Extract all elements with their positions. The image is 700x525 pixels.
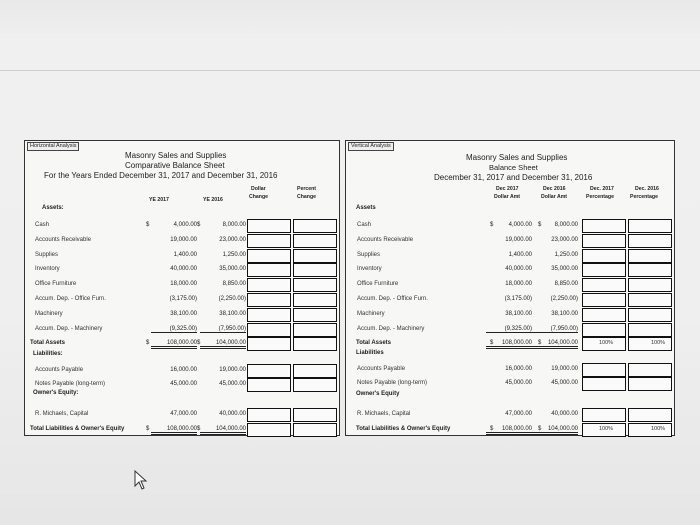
answer-cell-2[interactable] xyxy=(628,219,672,233)
col-ye2016: YE 2016 xyxy=(203,197,223,203)
value-current-year: 40,000.00 xyxy=(170,266,197,272)
currency-symbol: $ xyxy=(197,426,201,432)
answer-cell-1[interactable] xyxy=(247,408,291,422)
answer-cell-2[interactable] xyxy=(628,278,672,292)
value-prior-year: 8,000.00 xyxy=(554,222,578,228)
answer-cell-1[interactable] xyxy=(247,293,291,307)
answer-cell-2[interactable] xyxy=(628,263,672,277)
answer-cell-1[interactable] xyxy=(582,293,626,307)
col-pct2017-1: Dec. 2017 xyxy=(590,186,614,192)
row-label: Machinery xyxy=(35,311,63,317)
value-prior-year: 45,000.00 xyxy=(219,381,246,387)
answer-cell-1[interactable] xyxy=(582,219,626,233)
value-current-year: (3,175.00) xyxy=(169,296,197,302)
col-dec2016-2: Dollar Amt xyxy=(541,194,568,200)
value-current-year: (9,325.00) xyxy=(151,326,197,333)
value-prior-year: (7,950.00) xyxy=(532,326,578,333)
value-current-year: 18,000.00 xyxy=(170,281,197,287)
answer-cell-2[interactable] xyxy=(293,423,337,437)
answer-cell-2[interactable] xyxy=(293,364,337,378)
answer-cell-2[interactable] xyxy=(293,308,337,322)
answer-cell-1[interactable] xyxy=(582,263,626,277)
row-label: Office Furniture xyxy=(357,281,399,287)
answer-cell-1[interactable] xyxy=(247,219,291,233)
value-current-year: 38,100.00 xyxy=(170,311,197,317)
value-current-year: 45,000.00 xyxy=(505,380,532,386)
value-current-year: 18,000.00 xyxy=(505,281,532,287)
value-current-year: (9,325.00) xyxy=(486,326,532,333)
currency-symbol: $ xyxy=(146,340,150,346)
currency-symbol: $ xyxy=(538,340,542,346)
equity-heading: Owner's Equity: xyxy=(33,390,79,396)
liabilities-heading: Liabilities xyxy=(356,350,384,356)
answer-cell-2[interactable] xyxy=(293,408,337,422)
row-label: R. Michaels, Capital xyxy=(35,411,89,417)
value-current-year: 1,400.00 xyxy=(173,252,197,258)
value-current-year: 19,000.00 xyxy=(170,237,197,243)
row-label: Accum. Dep. - Office Furn. xyxy=(357,296,428,302)
col-percent-change-1: Percent xyxy=(297,186,317,192)
answer-cell-1[interactable] xyxy=(247,263,291,277)
row-label: Total Assets xyxy=(30,340,66,346)
value-current-year: 19,000.00 xyxy=(505,237,532,243)
value-current-year: 108,000.00 xyxy=(486,426,532,435)
vertical-analysis-panel xyxy=(345,140,675,436)
answer-cell-1[interactable] xyxy=(247,364,291,378)
row-label: Office Furniture xyxy=(35,281,77,287)
row-label: Cash xyxy=(357,222,372,228)
answer-cell-1[interactable] xyxy=(247,249,291,263)
value-current-year: 108,000.00 xyxy=(151,426,197,435)
answer-cell-2[interactable] xyxy=(628,249,672,263)
percentage-value: 100% xyxy=(599,426,614,432)
answer-cell-1[interactable] xyxy=(247,278,291,292)
statement-title: Balance Sheet xyxy=(489,163,538,172)
row-label: Supplies xyxy=(35,252,59,258)
answer-cell-2[interactable] xyxy=(293,234,337,248)
row-label: Machinery xyxy=(357,311,385,317)
currency-symbol: $ xyxy=(146,222,150,228)
col-dollar-change-2: Change xyxy=(249,194,269,200)
answer-cell-2[interactable] xyxy=(293,323,337,337)
value-current-year: 4,000.00 xyxy=(508,222,532,228)
value-current-year: 47,000.00 xyxy=(505,411,532,417)
assets-heading: Assets xyxy=(356,205,376,211)
value-prior-year: (7,950.00) xyxy=(200,326,246,333)
statement-title: Comparative Balance Sheet xyxy=(125,161,225,170)
value-prior-year: 38,100.00 xyxy=(551,311,578,317)
answer-cell-2[interactable] xyxy=(293,337,337,351)
value-current-year: 108,000.00 xyxy=(151,340,197,349)
currency-symbol: $ xyxy=(146,426,150,432)
statement-period: For the Years Ended December 31, 2017 and December 31, 2016 xyxy=(44,171,278,180)
value-prior-year: 35,000.00 xyxy=(551,266,578,272)
row-label: Supplies xyxy=(357,252,381,258)
horizontal-analysis-panel xyxy=(24,140,340,436)
value-current-year: 16,000.00 xyxy=(170,367,197,373)
answer-cell-2[interactable] xyxy=(628,308,672,322)
value-current-year: 38,100.00 xyxy=(505,311,532,317)
col-dollar-change-1: Dollar xyxy=(251,186,266,192)
answer-cell-2[interactable] xyxy=(628,408,672,422)
mouse-pointer-icon xyxy=(134,470,148,490)
answer-cell-1[interactable] xyxy=(582,363,626,377)
row-label: Accounts Receivable xyxy=(357,237,414,243)
value-prior-year: 38,100.00 xyxy=(219,311,246,317)
value-prior-year: 1,250.00 xyxy=(554,252,578,258)
answer-cell-1[interactable] xyxy=(582,323,626,337)
row-label: Accounts Payable xyxy=(357,366,406,372)
liabilities-heading: Liabilities: xyxy=(33,351,63,357)
value-prior-year: 35,000.00 xyxy=(219,266,246,272)
row-label: Cash xyxy=(35,222,50,228)
row-label: Total Assets xyxy=(356,340,392,346)
value-prior-year: 104,000.00 xyxy=(532,340,578,349)
percentage-value: 100% xyxy=(651,426,666,432)
answer-cell-2[interactable] xyxy=(293,378,337,392)
answer-cell-1[interactable] xyxy=(582,408,626,422)
col-pct2017-2: Percentage xyxy=(586,194,614,200)
answer-cell-1[interactable] xyxy=(247,308,291,322)
row-label: Inventory xyxy=(35,266,60,272)
currency-symbol: $ xyxy=(538,426,542,432)
row-label: Inventory xyxy=(357,266,382,272)
value-prior-year: 23,000.00 xyxy=(551,237,578,243)
answer-cell-2[interactable] xyxy=(628,323,672,337)
answer-cell-1[interactable] xyxy=(247,423,291,437)
value-prior-year: 8,000.00 xyxy=(222,222,246,228)
value-current-year: 16,000.00 xyxy=(505,366,532,372)
col-pct2016-2: Percentage xyxy=(630,194,658,200)
col-ye2017: YE 2017 xyxy=(149,197,169,203)
value-prior-year: 40,000.00 xyxy=(219,411,246,417)
col-dec2017-2: Dollar Amt xyxy=(494,194,521,200)
value-prior-year: 45,000.00 xyxy=(551,380,578,386)
value-current-year: 108,000.00 xyxy=(486,340,532,349)
answer-cell-2[interactable] xyxy=(628,337,672,351)
row-label: Notes Payable (long-term) xyxy=(357,380,428,386)
answer-cell-2[interactable] xyxy=(628,377,672,391)
percentage-value: 100% xyxy=(651,340,666,346)
panel-tag: Vertical Analysis xyxy=(348,142,394,151)
row-label: Total Liabilities & Owner's Equity xyxy=(30,426,125,432)
value-prior-year: (2,250.00) xyxy=(218,296,246,302)
col-percent-change-2: Change xyxy=(297,194,317,200)
answer-cell-1[interactable] xyxy=(247,234,291,248)
percentage-value: 100% xyxy=(599,340,614,346)
answer-cell-2[interactable] xyxy=(293,249,337,263)
currency-symbol: $ xyxy=(490,340,494,346)
col-dec2017-1: Dec 2017 xyxy=(496,186,519,192)
value-prior-year: 104,000.00 xyxy=(200,340,246,349)
value-prior-year: 1,250.00 xyxy=(222,252,246,258)
statement-period: December 31, 2017 and December 31, 2016 xyxy=(434,173,593,182)
value-current-year: 45,000.00 xyxy=(170,381,197,387)
row-label: Accounts Receivable xyxy=(35,237,92,243)
assets-heading: Assets: xyxy=(42,205,64,211)
value-prior-year: 104,000.00 xyxy=(200,426,246,435)
value-prior-year: (2,250.00) xyxy=(550,296,578,302)
answer-cell-1[interactable] xyxy=(247,378,291,392)
row-label: Notes Payable (long-term) xyxy=(35,381,106,387)
panel-tag: Horizontal Analysis xyxy=(27,142,79,151)
row-label: Accounts Payable xyxy=(35,367,84,373)
currency-symbol: $ xyxy=(490,222,494,228)
answer-cell-2[interactable] xyxy=(628,293,672,307)
value-prior-year: 23,000.00 xyxy=(219,237,246,243)
value-current-year: 4,000.00 xyxy=(173,222,197,228)
value-current-year: 1,400.00 xyxy=(508,252,532,258)
value-prior-year: 8,850.00 xyxy=(554,281,578,287)
answer-cell-2[interactable] xyxy=(293,278,337,292)
row-label: Total Liabilities & Owner's Equity xyxy=(356,426,451,432)
row-label: Accum. Dep. - Machinery xyxy=(35,326,103,332)
answer-cell-1[interactable] xyxy=(582,249,626,263)
answer-cell-2[interactable] xyxy=(293,219,337,233)
row-label: Accum. Dep. - Office Furn. xyxy=(35,296,106,302)
company-name: Masonry Sales and Supplies xyxy=(125,151,227,160)
answer-cell-1[interactable] xyxy=(582,377,626,391)
currency-symbol: $ xyxy=(197,340,201,346)
value-current-year: 47,000.00 xyxy=(170,411,197,417)
answer-cell-2[interactable] xyxy=(628,423,672,437)
answer-cell-1[interactable] xyxy=(247,323,291,337)
answer-cell-2[interactable] xyxy=(293,263,337,277)
equity-heading: Owner's Equity xyxy=(356,391,400,397)
col-pct2016-1: Dec. 2016 xyxy=(635,186,659,192)
value-prior-year: 104,000.00 xyxy=(532,426,578,435)
value-prior-year: 19,000.00 xyxy=(219,367,246,373)
value-prior-year: 40,000.00 xyxy=(551,411,578,417)
row-label: Accum. Dep. - Machinery xyxy=(357,326,425,332)
answer-cell-2[interactable] xyxy=(293,293,337,307)
company-name: Masonry Sales and Supplies xyxy=(466,153,568,162)
value-current-year: (3,175.00) xyxy=(504,296,532,302)
answer-cell-2[interactable] xyxy=(628,363,672,377)
answer-cell-1[interactable] xyxy=(247,337,291,351)
currency-symbol: $ xyxy=(197,222,201,228)
value-prior-year: 8,850.00 xyxy=(222,281,246,287)
answer-cell-2[interactable] xyxy=(628,234,672,248)
currency-symbol: $ xyxy=(538,222,542,228)
answer-cell-1[interactable] xyxy=(582,278,626,292)
row-label: R. Michaels, Capital xyxy=(357,411,411,417)
col-dec2016-1: Dec 2016 xyxy=(543,186,566,192)
answer-cell-1[interactable] xyxy=(582,308,626,322)
value-prior-year: 19,000.00 xyxy=(551,366,578,372)
currency-symbol: $ xyxy=(490,426,494,432)
window-divider xyxy=(0,70,700,71)
value-current-year: 40,000.00 xyxy=(505,266,532,272)
answer-cell-1[interactable] xyxy=(582,234,626,248)
